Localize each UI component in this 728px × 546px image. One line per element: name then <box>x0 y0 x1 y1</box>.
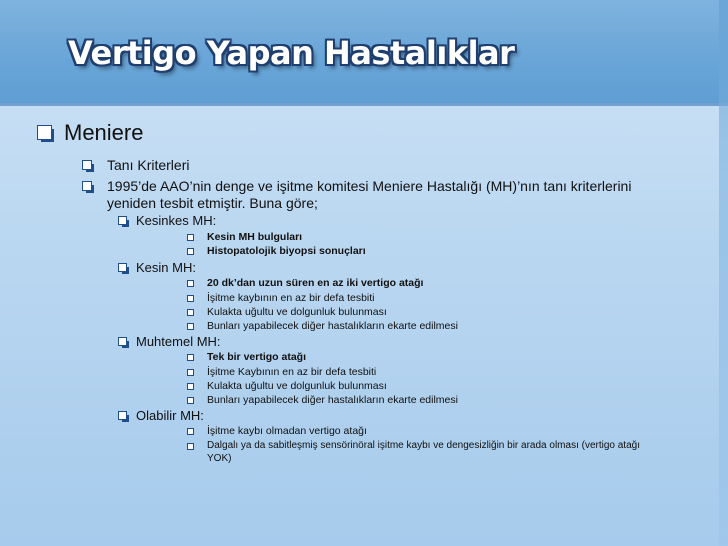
group-text: Kesinkes MH: <box>136 213 217 228</box>
square-bullet-icon <box>187 309 194 316</box>
square-bullet-icon <box>118 337 127 346</box>
item-text: Tek bir vertigo atağı <box>207 351 306 363</box>
item-text: Bunları yapabilecek diğer hastalıkların ekarte edilmesi <box>207 320 458 332</box>
square-bullet-icon <box>187 397 194 404</box>
square-bullet-icon <box>187 234 194 241</box>
heading-text: Meniere <box>64 120 144 145</box>
square-bullet-icon <box>187 354 194 361</box>
item-text: Bunları yapabilecek diğer hastalıkların ekarte edilmesi <box>207 394 458 406</box>
item-text: Histopatolojik biyopsi sonuçları <box>207 245 366 257</box>
slide-title: Vertigo Yapan Hastalıklar <box>68 34 515 72</box>
group-text: Muhtemel MH: <box>136 334 221 349</box>
square-bullet-icon <box>187 295 194 302</box>
group-text: Kesin MH: <box>136 260 196 275</box>
item-text: Kulakta uğultu ve dolgunluk bulunması <box>207 380 387 392</box>
square-bullet-icon <box>187 443 194 450</box>
item-text: Dalgalı ya da sabitleşmiş sensörinöral işitme kaybı ve dengesizliğin bir arada olması (vertigo atağı <box>207 440 640 451</box>
square-bullet-icon <box>82 181 92 191</box>
item-text: 20 dk’dan uzun süren en az iki vertigo atağı <box>207 277 424 289</box>
square-bullet-icon <box>118 263 127 272</box>
item-text: Kesin MH bulguları <box>207 231 303 243</box>
square-bullet-icon <box>82 160 92 170</box>
square-bullet-icon <box>187 369 194 376</box>
square-bullet-icon <box>187 428 194 435</box>
item-text: YOK) <box>207 453 232 464</box>
group-text: Olabilir MH: <box>136 408 204 423</box>
square-bullet-icon <box>118 216 127 225</box>
square-bullet-icon <box>37 125 52 140</box>
item-text: İşitme kaybı olmadan vertigo atağı <box>207 425 367 437</box>
sub-text: yeniden tesbit etmiştir. Buna göre; <box>107 195 318 211</box>
item-text: Kulakta uğultu ve dolgunluk bulunması <box>207 306 387 318</box>
item-text: İşitme Kaybının en az bir defa tesbiti <box>207 366 377 378</box>
square-bullet-icon <box>187 248 194 255</box>
square-bullet-icon <box>187 323 194 330</box>
item-text: İşitme kaybının en az bir defa tesbiti <box>207 292 375 304</box>
square-bullet-icon <box>118 411 127 420</box>
square-bullet-icon <box>187 280 194 287</box>
square-bullet-icon <box>187 383 194 390</box>
sub-text: Tanı Kriterleri <box>107 157 190 173</box>
sub-text: 1995’de AAO’nin denge ve işitme komitesi Meniere Hastalığı (MH)’nın tanı kriterlerini <box>107 178 632 194</box>
